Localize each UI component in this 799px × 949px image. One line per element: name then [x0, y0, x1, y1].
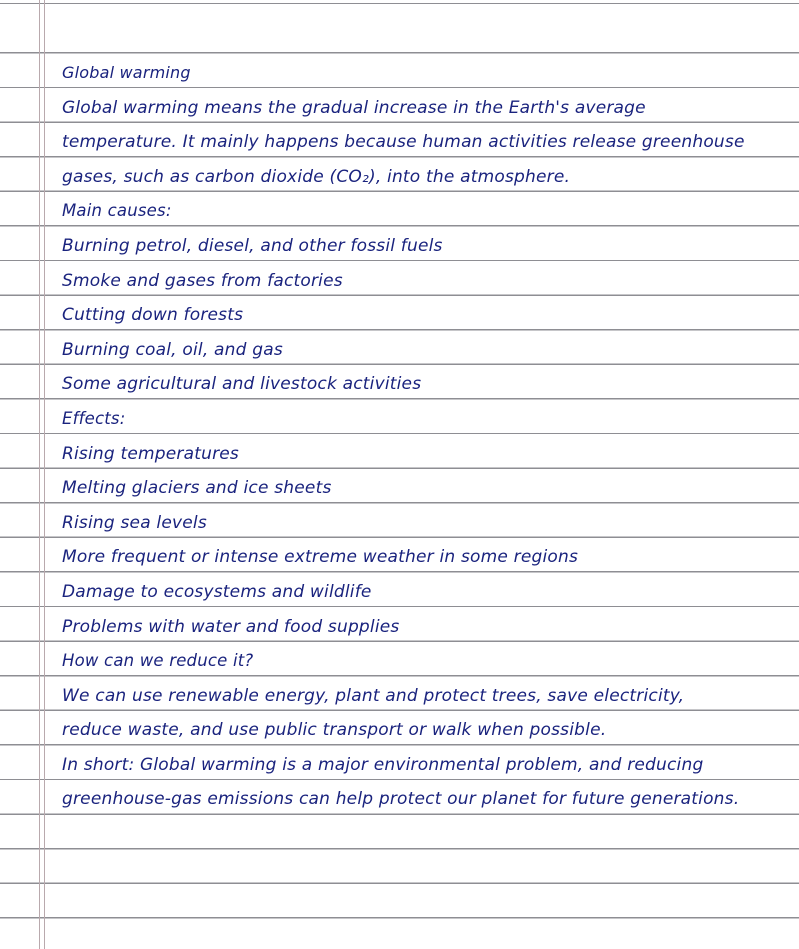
paragraph-line: gases, such as carbon dioxide (CO₂), into the atmosphere. [62, 166, 571, 187]
cause-item: Smoke and gases from factories [62, 270, 343, 291]
paragraph-line: temperature. It mainly happens because human activities release greenhouse [62, 132, 745, 153]
effect-item: Rising temperatures [62, 443, 239, 464]
effect-item: Melting glaciers and ice sheets [62, 478, 332, 499]
cause-item: Some agricultural and livestock activities [62, 374, 422, 395]
margin-line-right [44, 0, 45, 949]
reduce-line: We can use renewable energy, plant and protect trees, save electricity, [62, 685, 685, 706]
effect-item: Rising sea levels [62, 512, 207, 533]
reduce-line: reduce waste, and use public transport or walk when possible. [62, 720, 607, 741]
cause-item: Cutting down forests [62, 305, 244, 326]
effects-heading: Effects: [62, 408, 126, 428]
summary-line: greenhouse-gas emissions can help protect our planet for future generations. [62, 789, 740, 810]
summary-line: In short: Global warming is a major environmental problem, and reducing [62, 754, 704, 775]
reduce-heading: How can we reduce it? [62, 651, 254, 671]
paragraph-line: Global warming means the gradual increase in the Earth's average [62, 97, 646, 118]
effect-item: Problems with water and food supplies [62, 616, 400, 637]
handwritten-text [62, 56, 792, 817]
causes-heading: Main causes: [62, 201, 172, 221]
margin-line-left [39, 0, 40, 949]
effect-item: Damage to ecosystems and wildlife [62, 581, 372, 602]
cause-item: Burning petrol, diesel, and other fossil fuels [62, 235, 443, 256]
cause-item: Burning coal, oil, and gas [62, 339, 283, 360]
page-title: Global warming [62, 63, 191, 82]
effect-item: More frequent or intense extreme weather in some regions [62, 547, 579, 568]
